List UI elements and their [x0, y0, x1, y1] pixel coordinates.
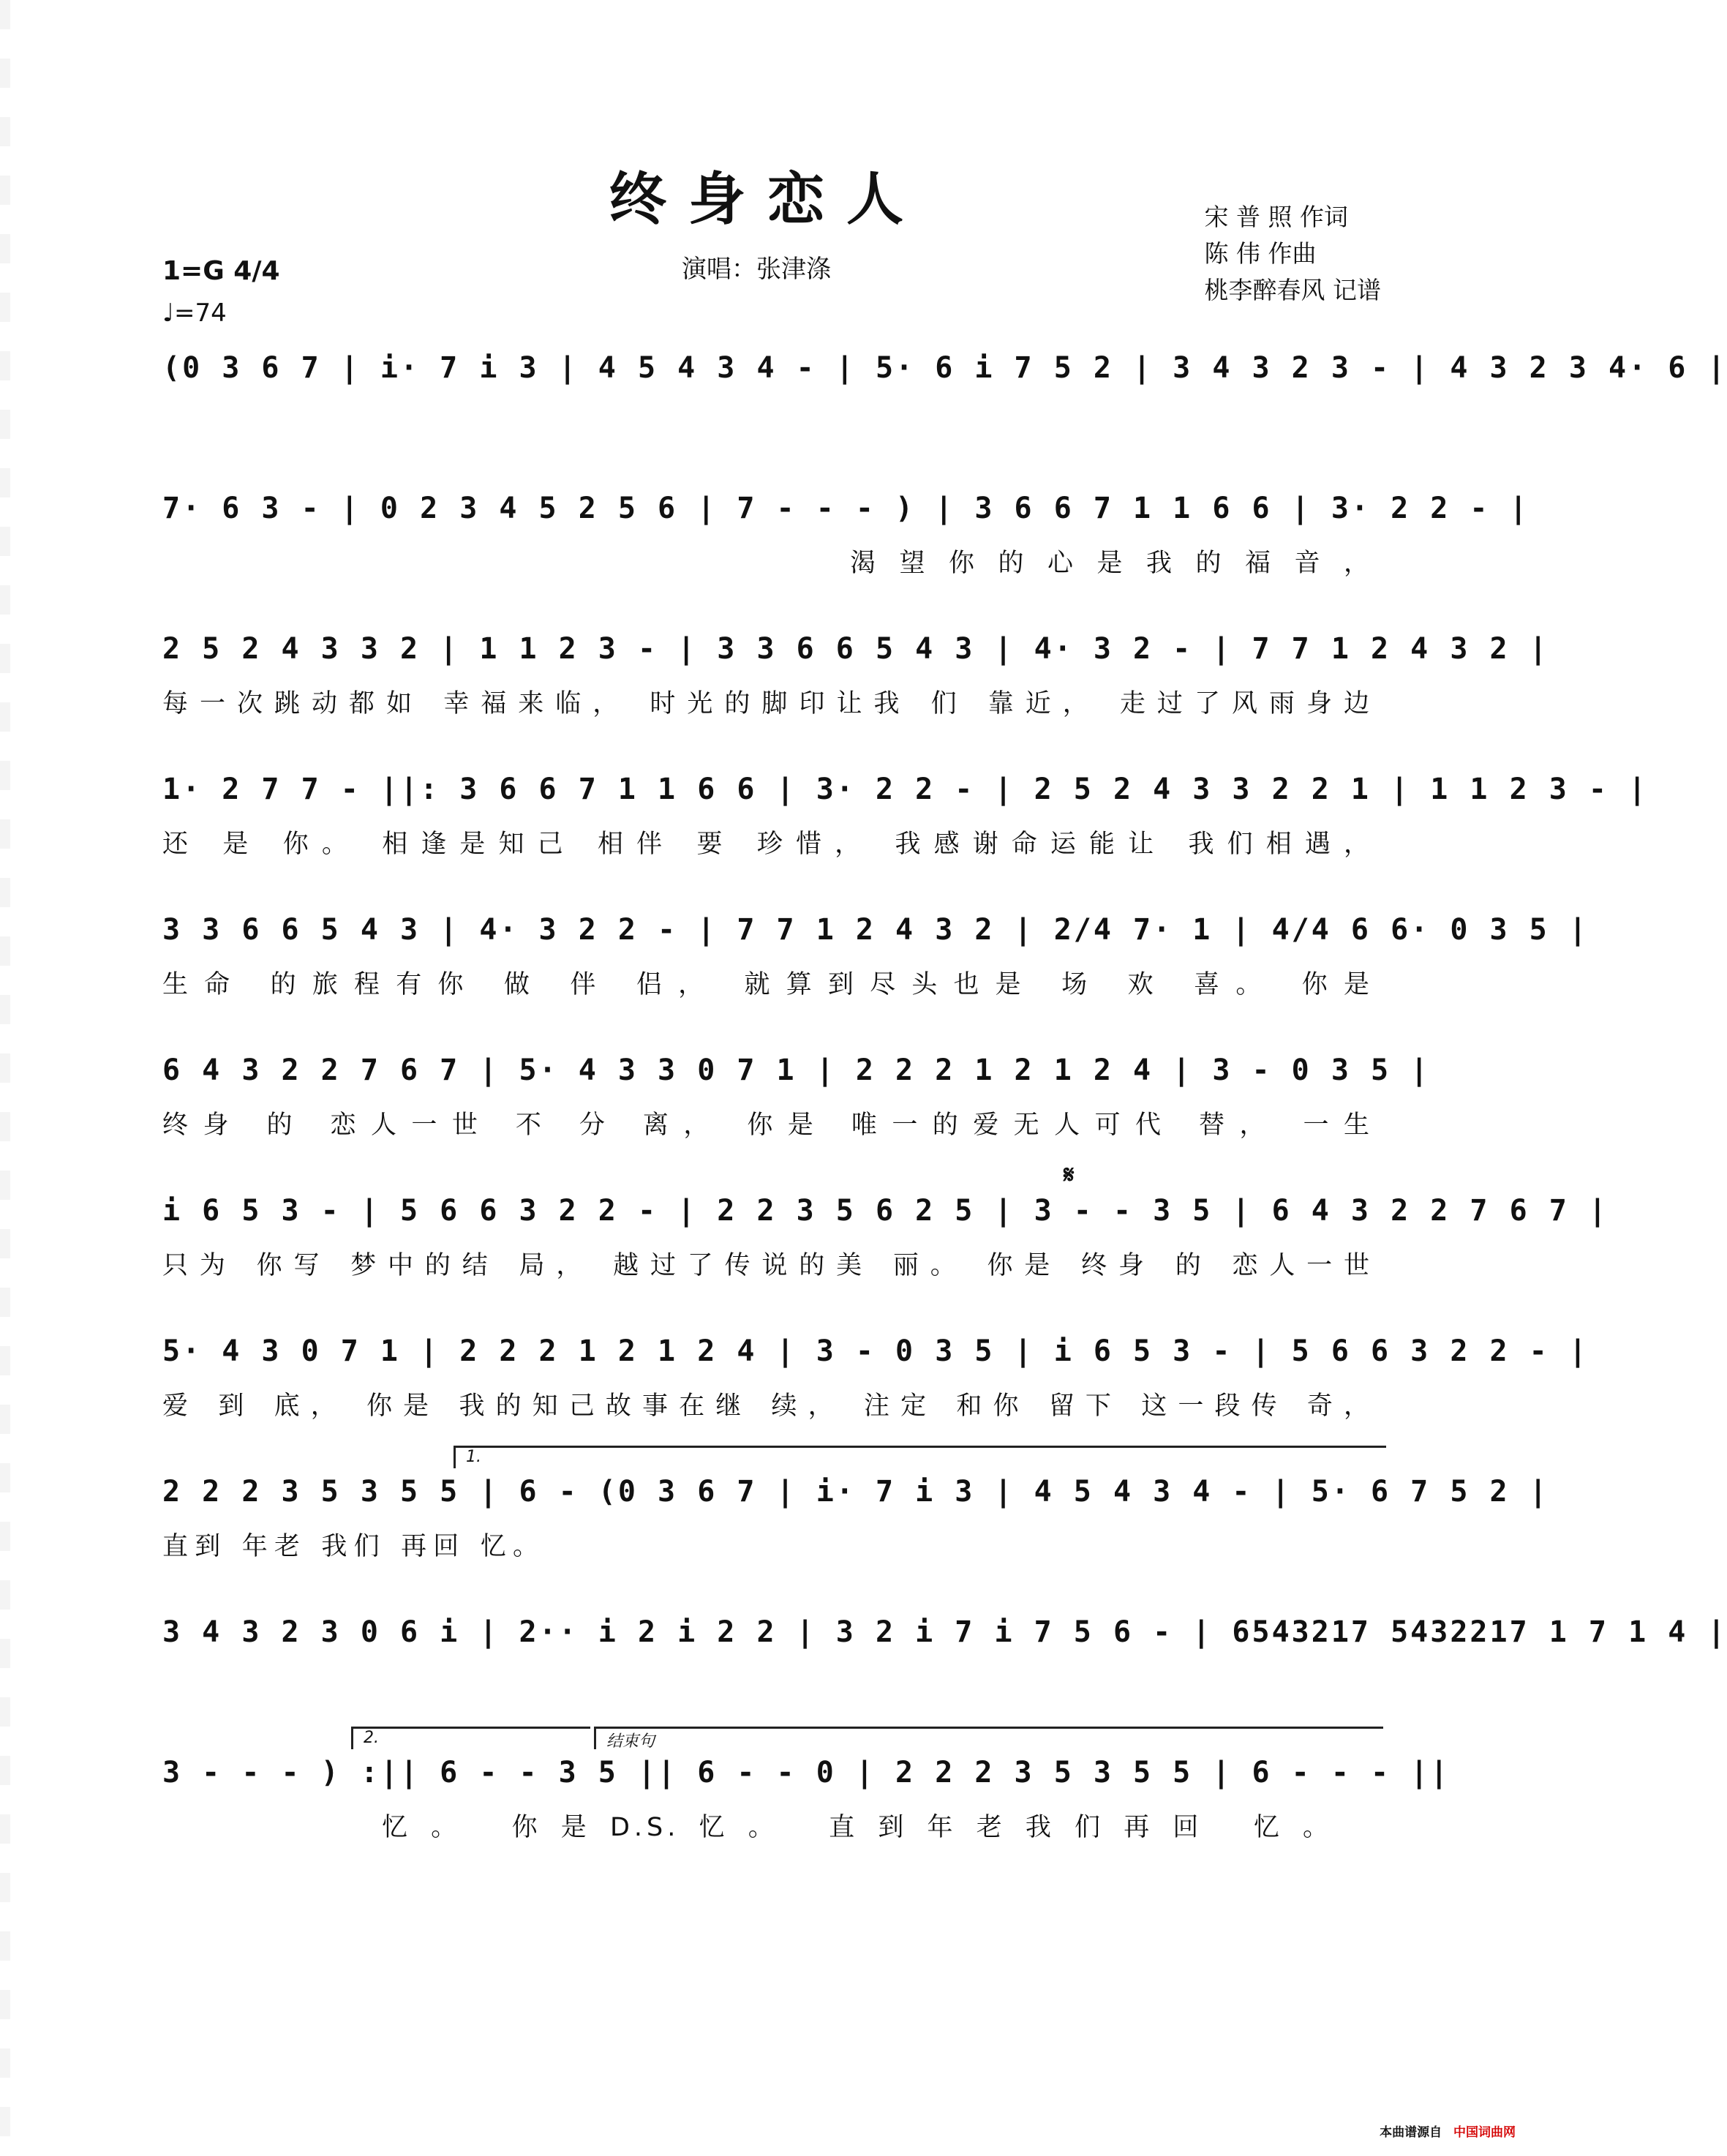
notes: 6 4 3 2 2 7 6 7 | 5· 4 3 3 0 7 1 | 2 2 2 1 2 1 2 4 | 3 - 0 3 5 |: [162, 1053, 1431, 1087]
composer-credit: 陈 伟 作曲: [1204, 239, 1317, 268]
segno-sign: 𝄋: [1064, 1160, 1075, 1190]
lyrics: 只为 你写 梦中的结 局， 越过了传说的美 丽。 你是 终身 的 恋人一世: [162, 1251, 1374, 1280]
lyrics: 爱 到 底， 你是 我的知己故事在继 续， 注定 和你 留下 这一段传 奇，: [162, 1391, 1374, 1421]
page-edge-strip: [0, 0, 10, 2156]
score-line-1: [162, 344, 1727, 484]
tempo-marking: ♩=74: [162, 298, 227, 328]
footer-source-text: 本曲谱源自: [1380, 2125, 1442, 2140]
ending-phrase-bracket: [594, 1727, 1383, 1749]
ending-phrase-label: 结束句: [606, 1732, 655, 1751]
first-ending-label: 1.: [466, 1448, 481, 1466]
second-ending-bracket: [351, 1727, 590, 1749]
singer-credit: 演唱：张津涤: [682, 255, 831, 284]
score-line-4: [162, 765, 1649, 906]
lyrics: [162, 1667, 1374, 1702]
score-line-3: [162, 625, 1549, 765]
notes: 1· 2 7 7 - ||: 3 6 6 7 1 1 6 6 | 3· 2 2 - | 2 5 2 4 3 3 2 2 1 | 1 1 2 3 - |: [162, 773, 1649, 806]
notes: 5· 4 3 0 7 1 | 2 2 2 1 2 1 2 4 | 3 - 0 3 5 | i 6 5 3 - | 5 6 6 3 2 2 - |: [162, 1334, 1589, 1368]
lyrics: 生命 的旅程有你 做 伴 侣， 就算到尽头也是 场 欢 喜。 你是: [162, 970, 1374, 999]
score-body: [162, 344, 1727, 1889]
score-line-11: [162, 1729, 1451, 1889]
notes: 3 4 3 2 3 0 6 i | 2·· i 2 i 2 2 | 3 2 i 7 i 7 5 6 - | 6543217 5432217 1 7 1 4 |: [162, 1615, 1727, 1649]
footer-source: [1380, 2122, 1516, 2140]
score-line-7: [162, 1160, 1609, 1327]
lyrics: 直到 年老 我们 再回 忆。: [162, 1532, 543, 1561]
lyrics: 渴望你的心是我的福音，: [850, 549, 1374, 578]
notes: 3 - - - ) :|| 6 - - 3 5 || 6 - - 0 | 2 2 2 3 5 3 5 5 | 6 - - - ||: [162, 1756, 1451, 1789]
notes: 2 5 2 4 3 3 2 | 1 1 2 3 - | 3 3 6 6 5 4 3 | 4· 3 2 - | 7 7 1 2 4 3 2 |: [162, 632, 1549, 666]
second-ending-label: 2.: [364, 1729, 379, 1747]
lyrics: 还 是 你。 相逢是知己 相伴 要 珍惜， 我感谢命运能让 我们相遇，: [162, 830, 1374, 859]
song-title: 终身恋人: [609, 166, 925, 233]
lyricist-credit: 宋 普 照 作词: [1204, 203, 1348, 231]
lyrics: [162, 402, 1374, 437]
lyrics: 终身 的 恋人一世 不 分 离， 你是 唯一的爱无人可代 替， 一生: [162, 1111, 1374, 1140]
first-ending-bracket: [454, 1446, 1386, 1468]
score-line-2: [162, 484, 1530, 625]
score-line-6: [162, 1046, 1431, 1187]
lyrics: 忆。 你是D.S.忆。 直到年老我们再回 忆。: [382, 1813, 1333, 1842]
notes: 3 3 6 6 5 4 3 | 4· 3 2 2 - | 7 7 1 2 4 3 2 | 2/4 7· 1 | 4/4 6 6· 0 3 5 |: [162, 913, 1589, 947]
score-line-9: [162, 1448, 1549, 1608]
footer-site-link[interactable]: 中国词曲网: [1453, 2125, 1516, 2140]
key-signature: 1=G 4/4: [162, 256, 280, 286]
notes: (0 3 6 7 | i· 7 i 3 | 4 5 4 3 4 - | 5· 6 i 7 5 2 | 3 4 3 2 3 - | 4 3 2 3 4· 6 |: [162, 351, 1727, 385]
transcriber-credit: 桃李醉春风 记谱: [1204, 276, 1381, 304]
lyrics: 每一次跳动都如 幸福来临， 时光的脚印让我 们 靠近， 走过了风雨身边: [162, 689, 1374, 718]
notes: i 6 5 3 - | 5 6 6 3 2 2 - | 2 2 3 5 6 2 5 | 3 - - 3 5 | 6 4 3 2 2 7 6 7 |: [162, 1194, 1609, 1228]
score-line-5: [162, 906, 1589, 1046]
notes: 7· 6 3 - | 0 2 3 4 5 2 5 6 | 7 - - - ) | 3 6 6 7 1 1 6 6 | 3· 2 2 - |: [162, 492, 1530, 525]
credits-block: [1205, 199, 1382, 309]
notes: 2 2 2 3 5 3 5 5 | 6 - (0 3 6 7 | i· 7 i 3 | 4 5 4 3 4 - | 5· 6 7 5 2 |: [162, 1475, 1549, 1509]
